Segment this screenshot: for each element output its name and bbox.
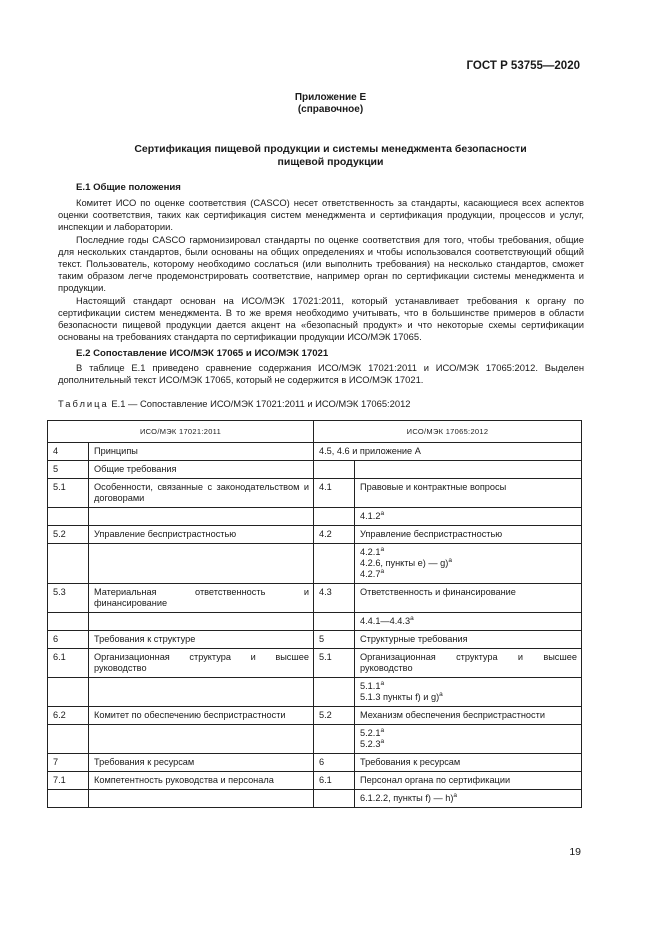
cell-text: Общие требования bbox=[89, 461, 314, 479]
cell-text: $5.2.1^а$ $5.2.3^а$ bbox=[355, 725, 582, 754]
cell-num: 5.1 bbox=[48, 479, 89, 508]
main-title: Сертификация пищевой продукции и системы менеджмента безопасности пищевой продукции bbox=[134, 143, 527, 168]
cell-empty bbox=[48, 678, 89, 707]
cell-text: Особенности, связанные с законодательством и договорами bbox=[89, 479, 314, 508]
cell-empty bbox=[314, 544, 355, 584]
cell-empty bbox=[314, 508, 355, 526]
table-row bbox=[48, 584, 582, 613]
cell-empty bbox=[48, 613, 89, 631]
cell-text: Требования к ресурсам bbox=[355, 754, 582, 772]
cell-text: Компетентность руководства и персонала bbox=[89, 772, 314, 790]
cell-num: 5 bbox=[314, 631, 355, 649]
cell-text: Комитет по обеспечению беспристрастности bbox=[89, 707, 314, 725]
table-row bbox=[48, 544, 582, 584]
cell-text: Структурные требования bbox=[355, 631, 582, 649]
table-row bbox=[48, 526, 582, 544]
cell-num: 7 bbox=[48, 754, 89, 772]
appendix-subtitle: (справочное) bbox=[297, 104, 364, 115]
table-row bbox=[48, 461, 582, 479]
cell-empty bbox=[89, 725, 314, 754]
section1-paragraph-1: Комитет ИСО по оценке соответствия (CASCO) несет ответственность за стандарты, касающиеся всех аспектов оценки соответствия, таких как сертификация систем менеджмента и сертификация продукции, процессов и услуг, инспекции и лаборатории. bbox=[58, 197, 584, 233]
footnote-mark: а bbox=[380, 509, 385, 517]
table-row bbox=[48, 479, 582, 508]
table-row bbox=[48, 631, 582, 649]
cell-text: Организационная структура и высшее руководство bbox=[89, 649, 314, 678]
table-row bbox=[48, 772, 582, 790]
cell-text: Требования к структуре bbox=[89, 631, 314, 649]
cell-num: 6.1 bbox=[48, 649, 89, 678]
cell-num: 5 bbox=[48, 461, 89, 479]
cell-text: Механизм обеспечения беспристрастности bbox=[355, 707, 582, 725]
cell-num: 6.1 bbox=[314, 772, 355, 790]
cell-text: $5.1.1^а$ 5.1.3 пункты f) и g)$^а$ bbox=[355, 678, 582, 707]
table-row bbox=[48, 707, 582, 725]
table-row bbox=[48, 754, 582, 772]
cell-num: 5.2 bbox=[48, 526, 89, 544]
table-row bbox=[48, 443, 582, 461]
cell-empty bbox=[48, 508, 89, 526]
cell-num: 6.2 bbox=[48, 707, 89, 725]
col1-header: ИСО/МЭК 17021:2011 bbox=[48, 421, 314, 443]
cell-text: Управление беспристрастностью bbox=[89, 526, 314, 544]
col2-header: ИСО/МЭК 17065:2012 bbox=[314, 421, 582, 443]
standard-number: ГОСТ Р 53755—2020 bbox=[466, 60, 580, 72]
table-caption-text: Е.1 — Сопоставление ИСО/МЭК 17021:2011 и ИСО/МЭК 17065:2012 bbox=[111, 398, 411, 409]
table-caption bbox=[58, 398, 411, 409]
cell-num: 6 bbox=[48, 631, 89, 649]
cell-empty bbox=[314, 613, 355, 631]
cell-text: 6.1.2.2, пункты f) — h)$^а$ bbox=[355, 790, 582, 808]
cell-num: 5.2 bbox=[314, 707, 355, 725]
cell-text: Персонал органа по сертификации bbox=[355, 772, 582, 790]
cell-text: 4.5, 4.6 и приложение А bbox=[314, 443, 582, 461]
cell-text: Ответственность и финансирование bbox=[355, 584, 582, 613]
table-row bbox=[48, 725, 582, 754]
table-header-row bbox=[48, 421, 582, 443]
cell-empty bbox=[89, 613, 314, 631]
table-row bbox=[48, 678, 582, 707]
table-row bbox=[48, 508, 582, 526]
cell-text: Организационная структура и высшее руководство bbox=[355, 649, 582, 678]
cell-num: 7.1 bbox=[48, 772, 89, 790]
cell-empty bbox=[89, 790, 314, 808]
section2-paragraph: В таблице Е.1 приведено сравнение содержания ИСО/МЭК 17021:2011 и ИСО/МЭК 17065:2012. Выделен дополнительный текст ИСО/МЭК 17065, который не содержится в ИСО/МЭК 17021. bbox=[58, 362, 584, 386]
cell-empty bbox=[48, 790, 89, 808]
cell-empty bbox=[314, 678, 355, 707]
cell-text: Принципы bbox=[89, 443, 314, 461]
page-number: 19 bbox=[569, 846, 581, 858]
section1-paragraph-3: Настоящий стандарт основан на ИСО/МЭК 17021:2011, который устанавливает требования к органу по сертификации систем менеджмента. В то же время необходимо учитывать, что в большинстве примеров в области безопасности пищевой продукции дается акцент на «безопасный продукт» и что некоторые схемы сертификации основаны на требованиях стандарта по сертификации продукции ИСО/МЭК 17065. bbox=[58, 295, 584, 343]
cell-empty bbox=[48, 544, 89, 584]
cell-num: 4.2 bbox=[314, 526, 355, 544]
cell-text: Управление беспристрастностью bbox=[355, 526, 582, 544]
section2-heading: Е.2 Сопоставление ИСО/МЭК 17065 и ИСО/МЭК 17021 bbox=[76, 348, 329, 359]
table-row bbox=[48, 790, 582, 808]
cell-text: Требования к ресурсам bbox=[89, 754, 314, 772]
cell-text: $4.4.1—4.4.3^а$ bbox=[355, 613, 582, 631]
cell-empty bbox=[89, 544, 314, 584]
section1-heading: Е.1 Общие положения bbox=[76, 182, 181, 193]
table-row bbox=[48, 613, 582, 631]
cell-empty bbox=[314, 725, 355, 754]
cell-empty bbox=[48, 725, 89, 754]
cell-empty bbox=[89, 678, 314, 707]
table-caption-word: Таблица bbox=[58, 398, 109, 409]
section1-paragraph-2: Последние годы CASCO гармонизировал стандарты по оценке соответствия для того, чтобы требования, общие для нескольких стандартов, были основаны на общих определениях и чтобы использовался соответствующий общий текст. Пользователь, которому необходимо сослаться (или выполнить требования) на несколько стандартов, сможет таким образом легче продемонстрировать соответствие, например орган по сертификации системы менеджмента и продукции. bbox=[58, 234, 584, 294]
appendix-title: Приложение Е bbox=[294, 92, 367, 103]
cell-num: 5.3 bbox=[48, 584, 89, 613]
cell-num: 5.1 bbox=[314, 649, 355, 678]
cell-num: 4.3 bbox=[314, 584, 355, 613]
cell-num: 6 bbox=[314, 754, 355, 772]
cell-num: 4 bbox=[48, 443, 89, 461]
cell-num: 4.1 bbox=[314, 479, 355, 508]
cell-text: $4.2.1^а$ 4.2.6, пункты е) — g)$^а$ $4.2.7^а$ bbox=[355, 544, 582, 584]
cell-empty bbox=[89, 508, 314, 526]
cell-empty bbox=[314, 790, 355, 808]
cell-text: Правовые и контрактные вопросы bbox=[355, 479, 582, 508]
cell-empty bbox=[314, 461, 355, 479]
table-row bbox=[48, 649, 582, 678]
cell-text: Материальная ответственность и финансирование bbox=[89, 584, 314, 613]
cell-text: $4.1.2^а$ bbox=[355, 508, 582, 526]
comparison-table bbox=[47, 420, 582, 808]
cell-empty bbox=[355, 461, 582, 479]
